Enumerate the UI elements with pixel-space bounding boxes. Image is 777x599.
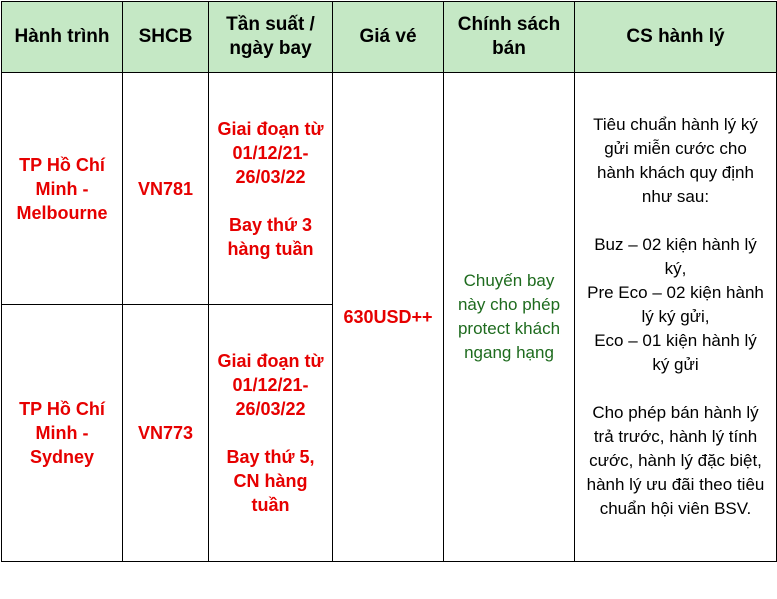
header-fare: Giá vé — [333, 2, 444, 73]
header-baggage-policy: CS hành lý — [575, 2, 777, 73]
sales-policy-cell: Chuyến bay này cho phép protect khách ngang hạng — [444, 73, 575, 562]
flight-code-cell: VN773 — [123, 305, 209, 562]
flight-schedule-table — [1, 1, 777, 562]
header-row — [2, 2, 777, 73]
fare-cell: 630USD++ — [333, 73, 444, 562]
header-sales-policy: Chính sách bán — [444, 2, 575, 73]
table-row — [2, 73, 777, 305]
route-cell: TP Hồ Chí Minh - Melbourne — [2, 73, 123, 305]
route-cell: TP Hồ Chí Minh - Sydney — [2, 305, 123, 562]
header-route: Hành trình — [2, 2, 123, 73]
frequency-cell: Giai đoạn từ 01/12/21- 26/03/22 Bay thứ 5, CN hàng tuần — [209, 305, 333, 562]
header-frequency: Tần suất / ngày bay — [209, 2, 333, 73]
header-flight-code: SHCB — [123, 2, 209, 73]
frequency-cell: Giai đoạn từ 01/12/21- 26/03/22 Bay thứ 3 hàng tuần — [209, 73, 333, 305]
baggage-policy-cell: Tiêu chuẩn hành lý ký gửi miễn cước cho hành khách quy định như sau: Buz – 02 kiện hành lý ký, Pre Eco – 02 kiện hành lý ký gửi, Eco – 01 kiện hành lý ký gửi Cho phép bán hành lý trả trước, hành lý tính cước, hành lý đặc biệt, hành lý ưu đãi theo tiêu chuẩn hội viên BSV. — [575, 73, 777, 562]
flight-code-cell: VN781 — [123, 73, 209, 305]
